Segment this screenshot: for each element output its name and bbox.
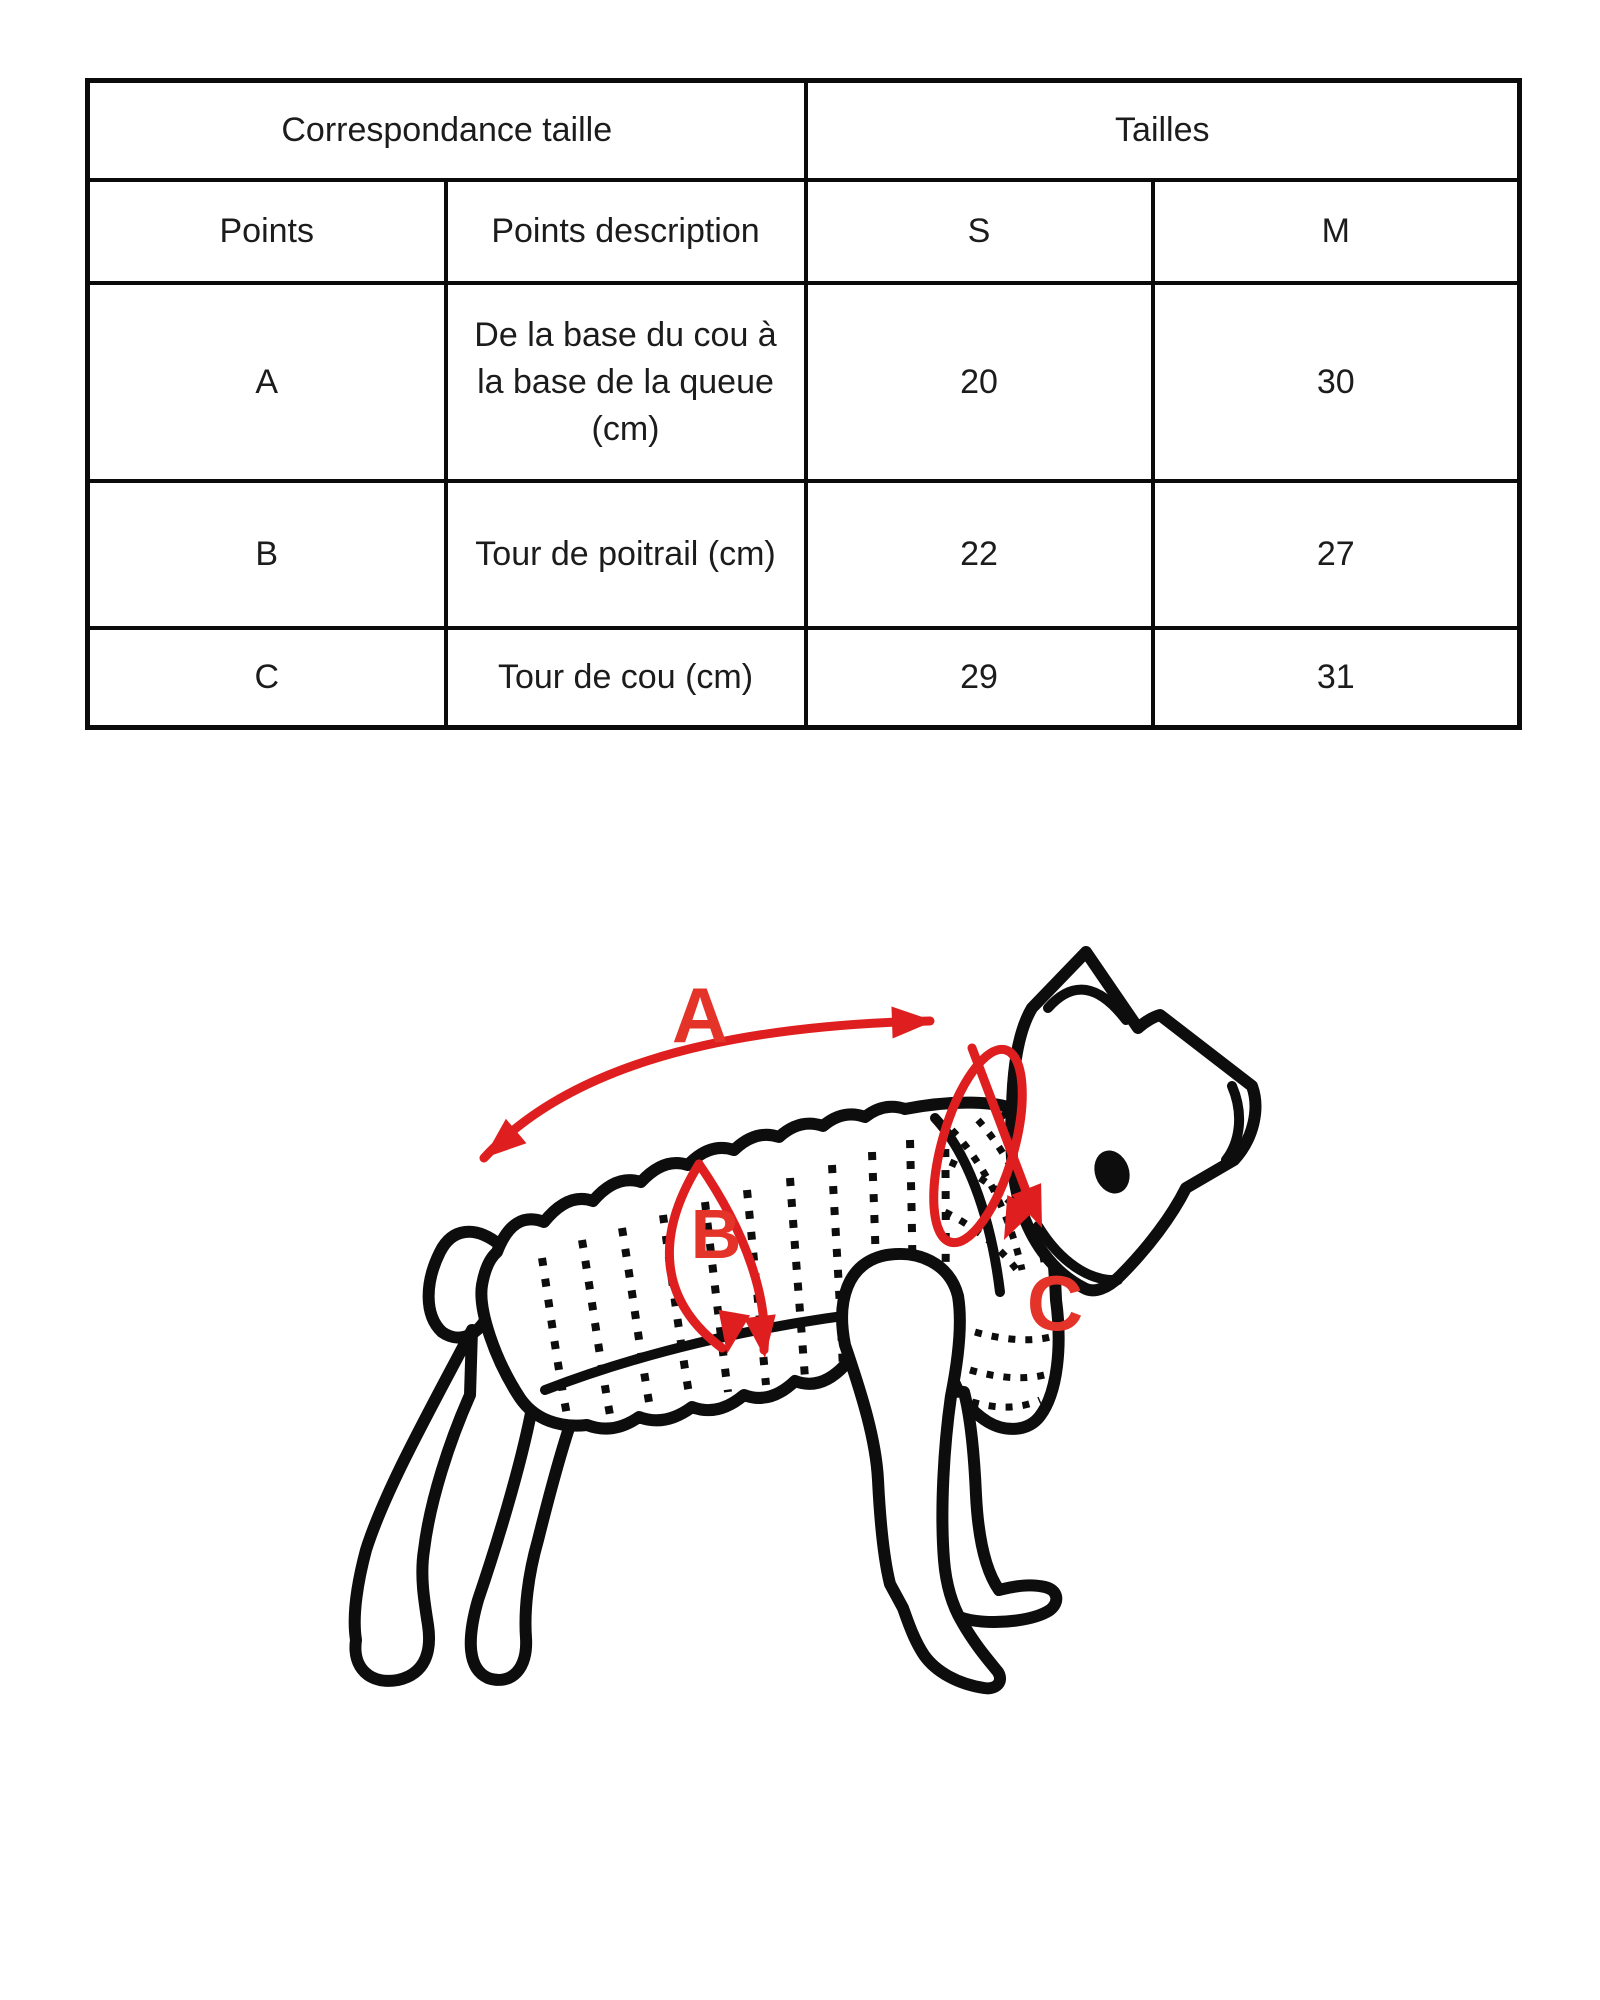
value-a-s: 20 xyxy=(806,283,1153,481)
point-letter-c: C xyxy=(88,628,446,728)
label-b: B xyxy=(690,1195,742,1273)
arrowhead-a-right xyxy=(891,1005,934,1038)
point-letter-a: A xyxy=(88,283,446,481)
point-description-c: Tour de cou (cm) xyxy=(446,628,806,728)
sizes-header-cell: Tailles xyxy=(806,81,1520,181)
column-header-points: Points xyxy=(88,180,446,283)
label-c: C xyxy=(1026,1259,1084,1347)
column-header-size-s: S xyxy=(806,180,1153,283)
value-b-s: 22 xyxy=(806,481,1153,628)
dog-hind-leg-front xyxy=(355,1330,472,1681)
label-a: A xyxy=(671,971,729,1059)
point-description-b: Tour de poitrail (cm) xyxy=(446,481,806,628)
value-b-m: 27 xyxy=(1153,481,1520,628)
column-header-size-m: M xyxy=(1153,180,1520,283)
table-title-cell: Correspondance taille xyxy=(88,81,806,181)
dog-hind-leg-rear xyxy=(471,1408,570,1680)
value-c-s: 29 xyxy=(806,628,1153,728)
value-c-m: 31 xyxy=(1153,628,1520,728)
dog-illustration xyxy=(355,952,1256,1688)
point-letter-b: B xyxy=(88,481,446,628)
point-description-a: De la base du cou à la base de la queue (cm) xyxy=(446,283,806,481)
column-header-description: Points description xyxy=(446,180,806,283)
value-a-m: 30 xyxy=(1153,283,1520,481)
